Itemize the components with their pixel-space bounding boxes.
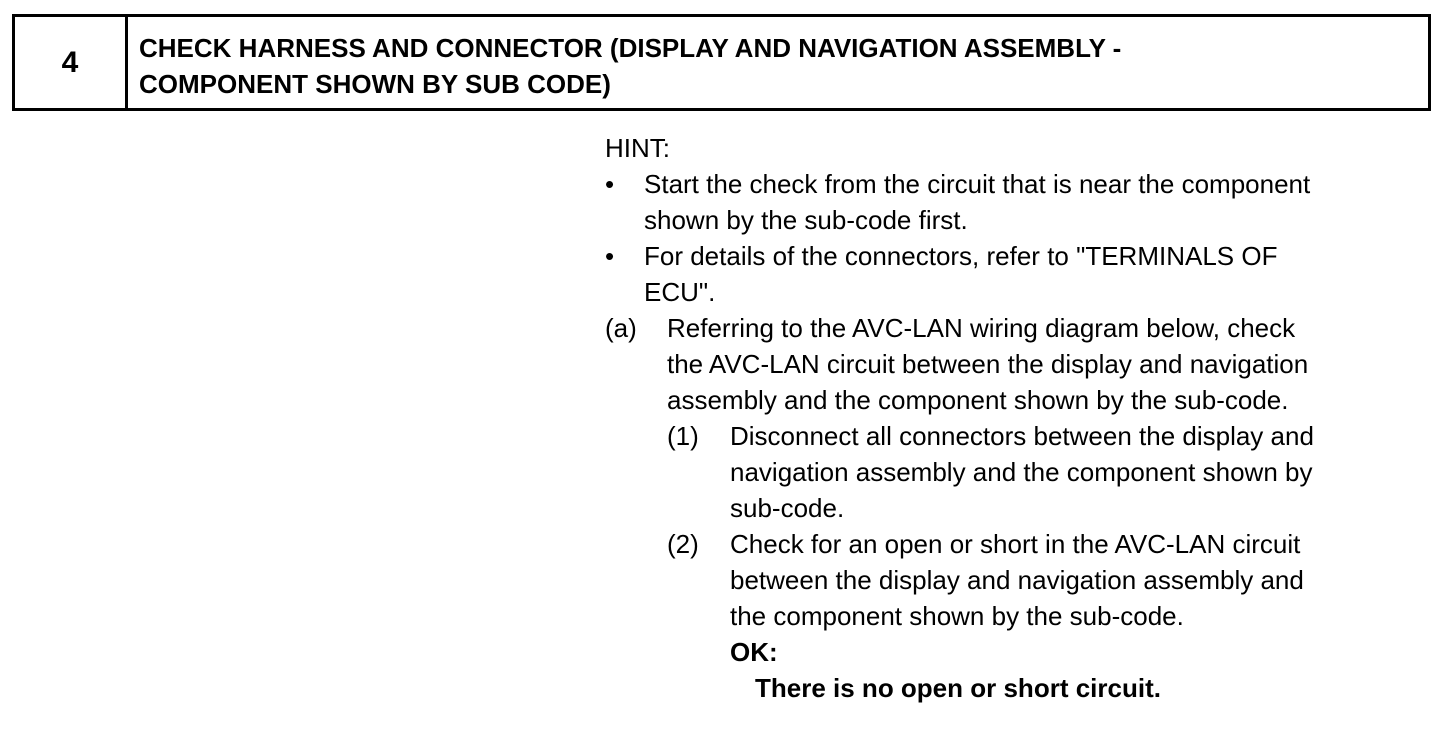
step-title-line-2: COMPONENT SHOWN BY SUB CODE) — [139, 69, 611, 99]
hint-bullet-1-line-1: Start the check from the circuit that is near the component — [644, 169, 1311, 199]
bullet-icon: • — [605, 169, 615, 199]
ok-result-text: There is no open or short circuit. — [755, 673, 1161, 703]
step-a-line-1: Referring to the AVC-LAN wiring diagram below, check — [667, 313, 1296, 343]
step-title-line-1: CHECK HARNESS AND CONNECTOR (DISPLAY AND NAVIGATION ASSEMBLY - — [139, 33, 1122, 63]
substep-1-line-1: Disconnect all connectors between the display and — [730, 421, 1314, 451]
hint-bullet-1 — [605, 166, 1445, 202]
substep-2 — [605, 526, 1445, 562]
bullet-icon: • — [605, 241, 615, 271]
substep-2-line-2: between the display and navigation assembly and — [730, 565, 1304, 595]
step-title — [128, 17, 1428, 108]
substep-2-marker: (2) — [667, 529, 699, 559]
step-number: 4 — [15, 17, 128, 108]
procedure-content — [605, 130, 1445, 706]
hint-bullet-1-line-2: shown by the sub-code first. — [644, 205, 968, 235]
step-a-marker: (a) — [605, 313, 637, 343]
substep-1-line-3: sub-code. — [730, 493, 845, 523]
substep-1 — [605, 418, 1445, 454]
step-a-line-3: assembly and the component shown by the sub-code. — [667, 385, 1289, 415]
hint-bullet-2-line-1: For details of the connectors, refer to "TERMINALS OF — [644, 241, 1278, 271]
step-a — [605, 310, 1445, 346]
substep-2-line-1: Check for an open or short in the AVC-LAN circuit — [730, 529, 1301, 559]
hint-bullet-2-line-2: ECU". — [644, 277, 716, 307]
substep-1-line-2: navigation assembly and the component shown by — [730, 457, 1313, 487]
substep-2-line-3: the component shown by the sub-code. — [730, 601, 1184, 631]
hint-label: HINT: — [605, 133, 670, 163]
substep-1-marker: (1) — [667, 421, 699, 451]
ok-label: OK: — [730, 637, 778, 667]
hint-bullet-2 — [605, 238, 1445, 274]
step-header — [12, 14, 1431, 111]
step-a-line-2: the AVC-LAN circuit between the display and navigation — [667, 349, 1309, 379]
